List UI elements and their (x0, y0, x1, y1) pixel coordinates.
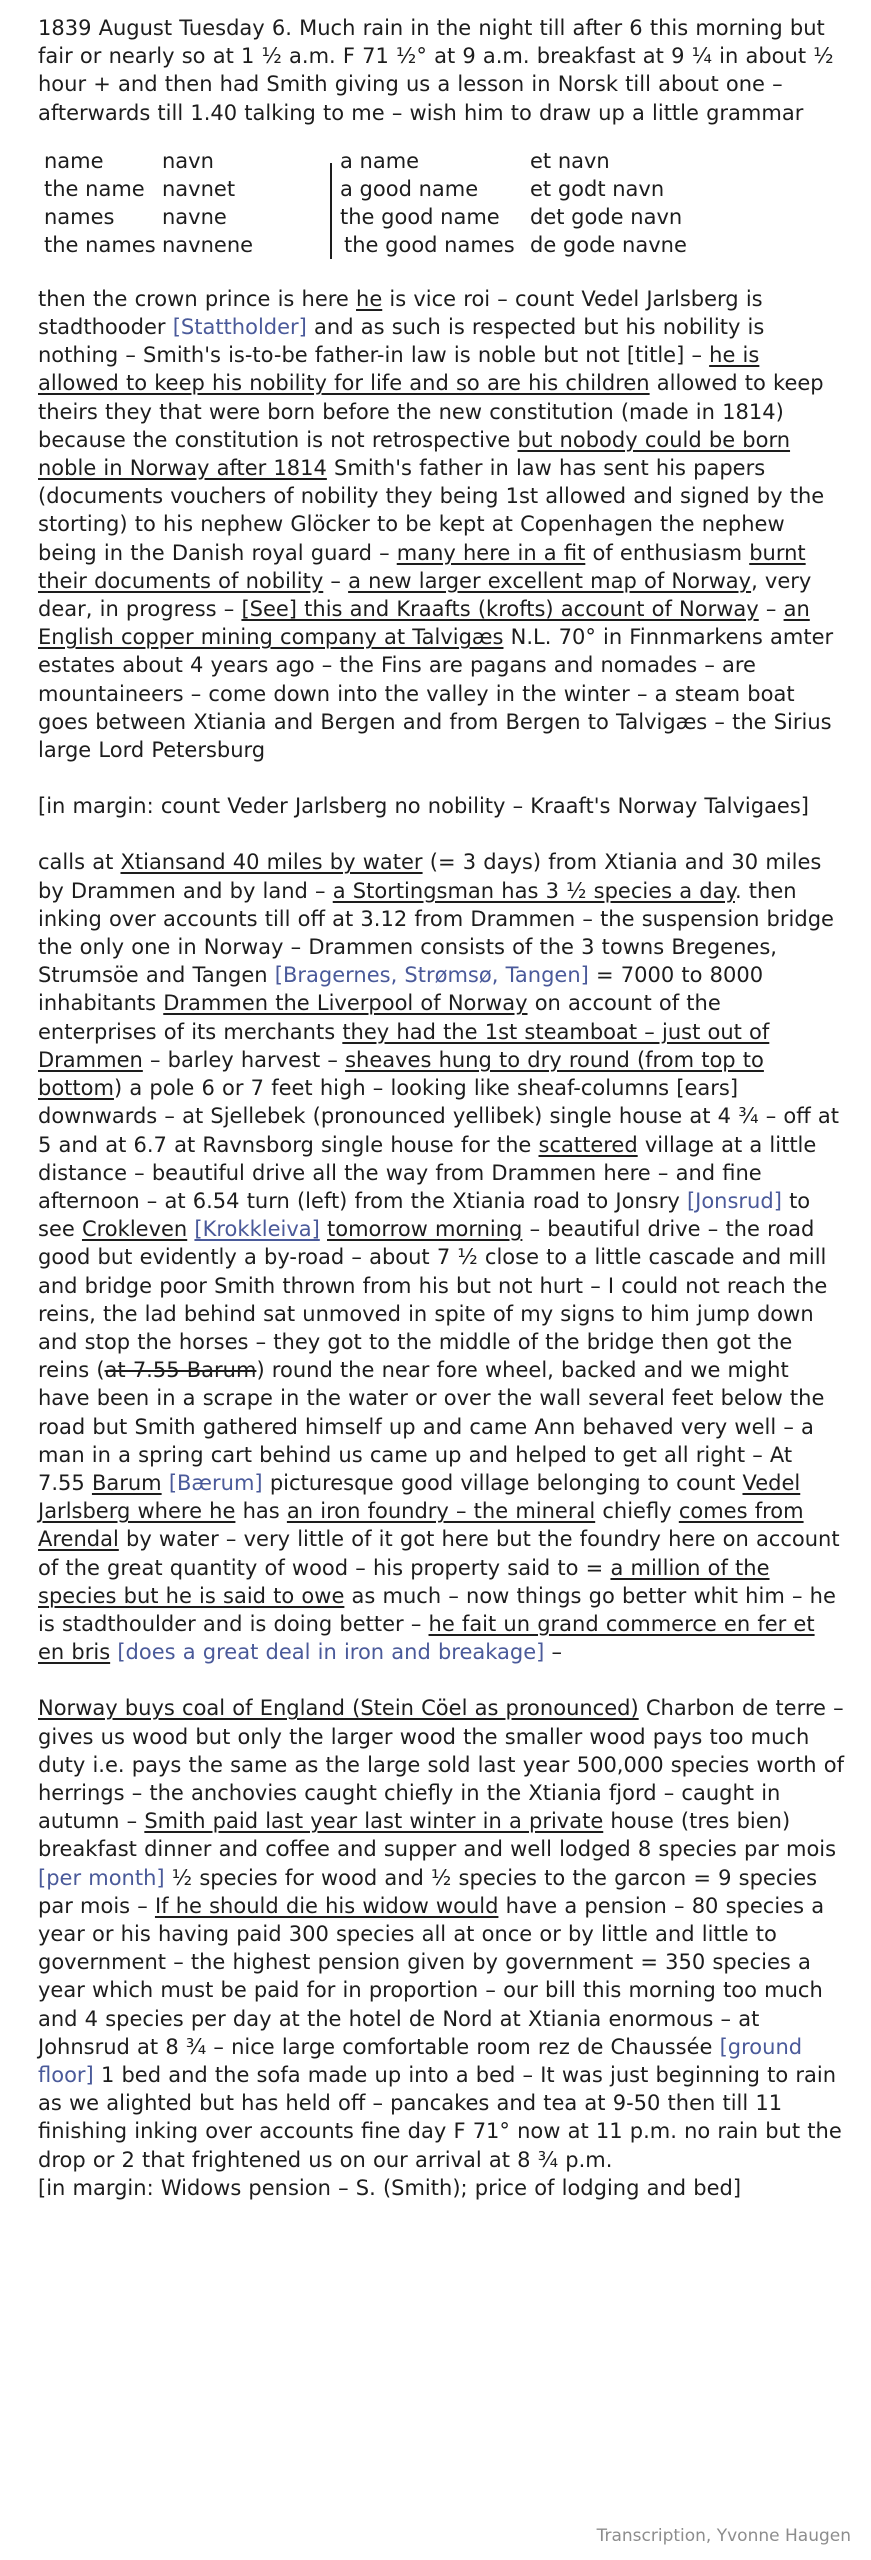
text-run: ½ species for wood and ½ species to the garcon = 9 species par mois – (38, 1865, 818, 1918)
editorial-note: [ground floor] (38, 2034, 803, 2087)
grammar-cell: et navn (530, 148, 610, 173)
grammar-cell: navn (162, 148, 214, 173)
underlined-phrase: If he should die his widow would (154, 1893, 499, 1918)
text-run: ) round the near fore wheel, backed and we might have been in a scrape in the water or over the wall several feet below the road but Smith gathered himself up and came Ann behaved very well – a man in a spring cart behind us came up and helped to get all right – At 7.55 (38, 1358, 825, 1495)
grammar-cell: navne (162, 204, 227, 229)
text-run: house (tres bien) breakfast dinner and coffee and supper and well lodged 8 species par mois (38, 1809, 837, 1862)
text-run: – (323, 568, 349, 593)
grammar-cell: det gode navn (530, 204, 683, 229)
paragraph-gap (38, 764, 845, 792)
text-run: and as such is respected but his nobility is nothing – Smith's is-to-be father-in law is noble but not [title] – (38, 315, 765, 368)
grammar-cell: the good name (340, 204, 500, 229)
grammar-cell: the good names (344, 232, 515, 257)
underlined-phrase: burnt their documents of nobility (38, 540, 806, 593)
underlined-phrase: Xtiansand 40 miles by water (120, 850, 423, 875)
editorial-note: [Stattholder] (172, 315, 307, 340)
underlined-phrase: he fait un grand commerce en fer et en bris (38, 1611, 815, 1665)
text-run: of enthusiasm (585, 540, 750, 565)
text-run: Smith's father in law has sent his papers (documents vouchers of nobility they being 1st allowed and signed by the storting) to his nephew Glöcker to be kept at Copenhagen the nephew being in the Danish royal guard – (38, 456, 825, 565)
underlined-phrase: many here in a fit (396, 540, 586, 565)
text-run: is vice roi – count Vedel Jarlsberg is stadthooder (38, 286, 763, 340)
entry-evening (38, 1694, 845, 2173)
transcription-credit: Transcription, Yvonne Haugen (596, 2526, 851, 2546)
grammar-cell: de gode navne (530, 232, 687, 257)
struck-through-phrase: at 7.55 Barum (104, 1358, 257, 1383)
paragraph-gap (38, 820, 845, 848)
underlined-phrase: a million of the species but he is said to owe (38, 1555, 770, 1608)
entry-opening: 1839 August Tuesday 6. Much rain in the night till after 6 this morning but fair or nearly so at 1 ½ a.m. F 71 ½° at 9 a.m. breakfast at 9 ¼ in about ½ hour + and then had Smith giving us a lesson in Norsk till about one – afterwards till 1.40 talking to me – wish him to draw up a little grammar (38, 16, 834, 125)
entry-journey (38, 848, 845, 1666)
text-run: has (235, 1499, 287, 1524)
underlined-phrase: Barum (91, 1470, 162, 1495)
underlined-phrase: a Stortingsman has 3 ½ species a day (332, 878, 735, 903)
text-run (320, 1217, 327, 1241)
text-run: as much – now things go better whit him – he is stadthoulder and is doing better – (38, 1583, 836, 1636)
underlined-phrase: Norway buys coal of England (Stein Cöel as pronounced) (38, 1696, 639, 1721)
underlined-phrase: comes from Arendal (38, 1499, 804, 1552)
editorial-note: [Krokkleiva] (194, 1217, 320, 1242)
grammar-cell: navnet (162, 176, 236, 201)
underlined-phrase: they had the 1st steamboat – just out of Drammen (38, 1019, 770, 1072)
text-run: . then inking over accounts till off at 3.12 from Drammen – the suspension bridge the only one in Norway – Drammen consists of the 3 towns Bregenes, Strumsöe and Tangen (38, 878, 834, 988)
text-run: 1 bed and the sofa made up into a bed – It was just beginning to rain as we alighted but has held off – pancakes and tea at 9-50 then till 11 finishing inking over accounts fine day F 71° now at 11 p.m. no rain but the drop or 2 that frightened us on our arrival at 8 ¾ p.m. (38, 2063, 842, 2172)
editorial-note: [does a great deal in iron and breakage] (117, 1640, 545, 1665)
text-run: have a pension – 80 species a year or his having paid 300 species all at once or by little and little to government – the highest pension given by government = 350 species a year which must be paid for in proportion – our bill this morning too much and 4 species per day at the hotel de Nord at Xtiania enormous – at Johnsrud at 8 ¾ – nice large comfortable room rez de Chaussée (38, 1893, 825, 2059)
text-run: – (758, 597, 784, 622)
underlined-phrase: Vedel Jarlsberg where he (38, 1470, 801, 1524)
text-run: village at a little distance – beautiful drive all the way from Drammen here – and fine afternoon – at 6.54 turn (left) from the Xtiania road to Jonsry (38, 1132, 817, 1213)
text-run: = 7000 to 8000 inhabitants (38, 963, 764, 1016)
underlined-phrase: Crokleven (81, 1217, 188, 1242)
grammar-table (38, 147, 845, 271)
underlined-phrase: an English copper mining company at Talvigæs (38, 597, 810, 650)
editorial-note: [Bærum] (168, 1470, 263, 1495)
text-run: then the crown prince is here (38, 286, 357, 311)
text-run: – (544, 1640, 563, 1665)
underlined-phrase: Smith paid last year last winter in a private (144, 1809, 604, 1834)
grammar-cell: names (44, 204, 115, 229)
underlined-phrase: he (356, 286, 383, 311)
grammar-cell: name (44, 148, 104, 173)
text-run: by water – very little of it got here but the foundry here on account of the great quantity of wood – his property said to = (38, 1527, 840, 1580)
editorial-note: [per month] (38, 1865, 165, 1890)
grammar-cell: et godt navn (530, 176, 665, 201)
underlined-phrase: [See] this and Kraafts (krofts) account of Norway (241, 597, 759, 622)
text-run: calls at (38, 850, 121, 875)
text-run: , very dear, in progress – (38, 568, 812, 622)
underlined-phrase: he is allowed to keep his nobility for life and so are his children (38, 343, 760, 396)
underlined-phrase: an iron foundry – the mineral (286, 1499, 596, 1524)
grammar-cell: navnene (162, 232, 254, 257)
text-run: N.L. 70° in Finnmarkens amter estates about 4 years ago – the Fins are pagans and nomades – are mountaineers – come down into the valley in the winter – a steam boat goes between Xtiania and Bergen and from Bergen to Talvigæs – the Sirius large Lord Petersburg (38, 625, 834, 763)
paragraph-gap (38, 1666, 845, 1694)
margin-note: [in margin: count Veder Jarlsberg no nobility – Kraaft's Norway Talvigaes] (38, 794, 809, 819)
text-run: to see (38, 1188, 811, 1242)
editorial-note: [Bragernes, Strømsø, Tangen] (274, 963, 589, 988)
text-run: picturesque good village belonging to count (262, 1470, 743, 1495)
underlined-phrase: a new larger excellent map of Norway (348, 568, 752, 593)
entry-politics (38, 285, 845, 764)
grammar-cell: a name (340, 148, 420, 173)
underlined-phrase: sheaves hung to dry round (from top to bottom (38, 1047, 764, 1101)
editorial-note: [Jonsrud] (686, 1188, 782, 1213)
text-run: Charbon de terre – gives us wood but only the larger wood the smaller wood pays too much duty i.e. pays the same as the large sold last year 500,000 species worth of herrings – the anchovies caught chiefly in the Xtiania fjord – caught in autumn – (38, 1696, 844, 1834)
text-run: on account of the enterprises of its merchants (38, 991, 721, 1044)
text-run: allowed to keep theirs they that were born before the new constitution (made in 1814) because the constitution is not retrospective (38, 371, 824, 452)
text-run (162, 1471, 169, 1495)
grammar-cell: the name (44, 176, 145, 201)
text-run: (= 3 days) from Xtiania and 30 miles by Drammen and by land – (38, 850, 822, 903)
grammar-divider (330, 163, 332, 259)
underlined-phrase: tomorrow morning (327, 1217, 523, 1242)
underlined-phrase: but nobody could be born noble in Norway after 1814 (38, 427, 791, 481)
grammar-cell: a good name (340, 176, 479, 201)
text-run: – barley harvest – (142, 1047, 346, 1072)
text-run: – beautiful drive – the road good but evidently a by-road – about 7 ½ close to a little cascade and mill and bridge poor Smith thrown from his but not hurt – I could not reach the reins, the lad behind sat unmoved in spite of my signs to him jump down and stop the horses – they got to the middle of the bridge then got the reins ( (38, 1217, 828, 1383)
margin-note: [in margin: Widows pension – S. (Smith); price of lodging and bed] (38, 2175, 742, 2200)
grammar-cell: the names (44, 232, 156, 257)
text-run: chiefly (595, 1499, 679, 1524)
underlined-phrase: scattered (538, 1132, 638, 1157)
text-run: ) a pole 6 or 7 feet high – looking like sheaf-columns [ears] downwards – at Sjellebek (pronounced yellibek) single house at 4 ¾ – off at 5 and at 6.7 at Ravnsborg single house for the (38, 1076, 840, 1157)
underlined-phrase: Drammen the Liverpool of Norway (163, 991, 528, 1016)
